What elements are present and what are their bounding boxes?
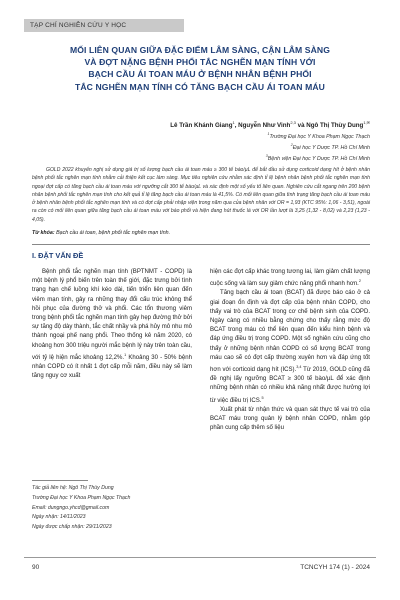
body-column-left <box>32 268 192 381</box>
body-paragraph <box>210 289 370 405</box>
affiliation-list <box>150 130 370 163</box>
body-text: Khoảng 30 - 50% bệnh nhân COPD có ít nhất 1 đợt cấp mỗi năm, điều này sẽ làm tăng nguy cơ xuất <box>32 354 192 380</box>
correspondence-affiliation: Trường Đại học Y Khoa Phạm Ngọc Thạch <box>32 494 131 501</box>
correspondence-block <box>32 484 192 533</box>
body-paragraph <box>32 268 192 381</box>
author-name: Lê Trần Khánh Giang <box>170 122 233 130</box>
title-line: VÀ ĐỢT NẶNG BỆNH PHỔI TẮC NGHẼN MẠN TÍNH VỚI <box>84 57 316 68</box>
affiliation-sup: 1 <box>267 132 270 136</box>
accepted-date: Ngày được chấp nhận: 29/11/2023 <box>32 524 112 531</box>
citation-ref: 5 <box>261 395 264 400</box>
author-sup: 2,3 <box>290 120 296 125</box>
section-heading: I. ĐẶT VẤN ĐỀ <box>32 251 84 260</box>
affiliation-text: Đại học Y Dược TP. Hồ Chí Minh <box>292 144 370 151</box>
affiliation-sup: 3 <box>265 153 268 158</box>
abstract-divider <box>32 244 370 245</box>
author-sup: 1 <box>232 120 235 125</box>
footnote-rule <box>32 480 88 481</box>
body-text: Từ 2019, GOLD cũng đã đề nghị lấy ngưỡng BCAT ≥ 300 tế bào/µL để xác định những bệnh nhân có nhiều khả năng nhất được hưởng lợi từ việc điều trị ICS. <box>210 367 371 404</box>
author-name: Nguyễn Như Vinh <box>238 122 291 130</box>
citation-ref: 3,4 <box>296 365 302 370</box>
abstract: GOLD 2022 khuyến nghị sử dụng giá trị số lượng bạch cầu ái toan máu ≥ 300 tế bào/µL để bắt đầu sử dụng corticoid dạng hít ở bệnh nhân bệnh phổi tắc nghẽn mạn tính nhằm cải thiện kết cục làm sàng. Mục tiêu nghiên cứu nhằm xác định tỉ lệ bệnh nhân bệnh phổi tắc nghẽn mạn tính ngoại đợt cấp có tăng bạch cầu ái toan máu với ngưỡng cắt 300 tế bào/µL và xác định một số yếu tố liên quan. Nghiên cứu cắt ngang trên 200 bệnh nhân bệnh phổi tắc nghẽn mạn tính cho kết quả tỉ lệ tăng bạch cầu ái toan máu là 41,5%. Có mối liên quan giữa tình trạng tăng bạch cầu ái toan máu ở bệnh nhân bệnh phổi tắc nghẽn mạn tính và có đợt cấp phải nhập viện trong năm qua của bệnh nhân với OR = 1,93 (KTC 95%: 1,06 - 3,51), ngoài ra còn có mối liên quan giữa tăng bạch cầu ái toan máu với bào phổi và hiện đang hút thuốc lá với OR lần lượt là 3,25 (1,32 - 8,02) và 2,23 (1,23 - 4,05). <box>32 167 370 223</box>
title-line: BẠCH CẦU ÁI TOAN MÁU Ở BỆNH NHÂN BỆNH PHỔI <box>88 69 312 80</box>
body-text: Bệnh phổi tắc nghẽn mạn tính (BPTNMT - COPD) là một bệnh lý phổ biến trên toàn thế giới, đặc trưng bởi tình trạng hạn chế luồng khí kéo dài, tiến triển liên quan đến viêm mạn tính, gây ra những thay đổi cấu trúc không thể hồi phục của đường thở và phổi. Các tổn thương viêm trong bệnh phổi tắc nghẽn mạn tính gây hẹp đường thở bởi sự tăng độ dày thành, tắc chất nhầy và phá hủy mô nhu mô thành ngoại phế nang phổi. Theo thống kê năm 2020, có khoảng hơn 300 triệu người mắc bệnh lý này trên toàn cầu, với tỷ lệ hiện mắc khoảng 12,2%. <box>32 269 192 361</box>
affiliation <box>150 130 370 141</box>
journal-reference: TCNCYH 174 (1) - 2024 <box>300 564 370 571</box>
body-text: Xuất phát từ nhận thức và quan sát thực tế vai trò của BCAT máu trong quản lý bệnh nhân COPD, nhằm góp phần cung cấp thêm số liệu <box>210 406 370 432</box>
author-sup: 1,✉ <box>363 120 370 125</box>
body-text: Tăng bạch cầu ái toan (BCAT) đã được báo cáo ở cả giai đoạn ổn định và đợt cấp của bệnh nhân COPD, cho thấy vai trò của BCAT trong cơ chế bệnh sinh của COPD. Ngày càng có nhiều bằng chứng cho thấy rằng mức độ BCAT trong máu có thể liên quan đến kiểu hình bệnh và đáp ứng điều trị trong COPD. Một số nghiên cứu cũng cho thấy ở những bệnh nhân COPD có số lượng BCAT trong máu cao sẽ có đợt cấp thường xuyên hơn và đáp ứng tốt hơn với corticoid dạng hít (ICS). <box>210 290 370 374</box>
citation-ref: 1 <box>124 352 127 357</box>
article-title <box>30 44 370 93</box>
correspondence-email: Email: dungngo.yhcd@gmail.com <box>32 504 110 511</box>
journal-header-band <box>24 19 184 32</box>
keywords-label: Từ khóa: <box>32 230 55 236</box>
affiliation <box>150 141 370 152</box>
body-column-right <box>210 268 370 434</box>
page-number: 90 <box>32 564 40 571</box>
author-name: Ngô Thị Thùy Dung <box>306 122 364 130</box>
body-text: hiện các đợt cấp khác trong tương lai, làm giảm chất lượng cuộc sống và làm suy giảm chức năng phổi nhanh hơn. <box>210 269 370 288</box>
footer-rule <box>24 557 376 558</box>
title-line: MỐI LIÊN QUAN GIỮA ĐẶC ĐIỂM LÂM SÀNG, CẬN LÂM SÀNG <box>69 45 331 55</box>
title-line: TẮC NGHẼN MẠN TÍNH CÓ TĂNG BẠCH CẦU ÁI TOAN MÁU <box>75 81 325 92</box>
journal-name: TẠP CHÍ NGHIÊN CỨU Y HỌC <box>30 22 127 29</box>
affiliation-sup: 2 <box>290 142 293 147</box>
received-date: Ngày nhận: 14/11/2023 <box>32 514 86 521</box>
citation-ref: 2 <box>358 279 361 284</box>
author-conjunction: và <box>297 122 305 130</box>
body-paragraph <box>210 406 370 434</box>
keywords-text: Bạch cầu ái toan, bệnh phổi tắc nghẽn mạn tính. <box>56 230 171 236</box>
affiliation-text: Trường Đại học Y Khoa Phạm Ngọc Thạch <box>269 133 370 140</box>
body-paragraph <box>210 268 370 289</box>
author-list: Lê Trần Khánh Giang$^1$, Nguyễn Như Vinh$^{2,3}$ và Ngô Thị Thùy Dung$^{1,✉}$ <box>170 120 370 130</box>
affiliation-text: Bệnh viện Đại học Y Dược TP. Hồ Chí Minh <box>267 155 370 162</box>
affiliation <box>150 152 370 163</box>
keywords <box>32 229 370 237</box>
correspondence-author: Tác giả liên hệ: Ngô Thị Thùy Dung <box>32 485 114 491</box>
